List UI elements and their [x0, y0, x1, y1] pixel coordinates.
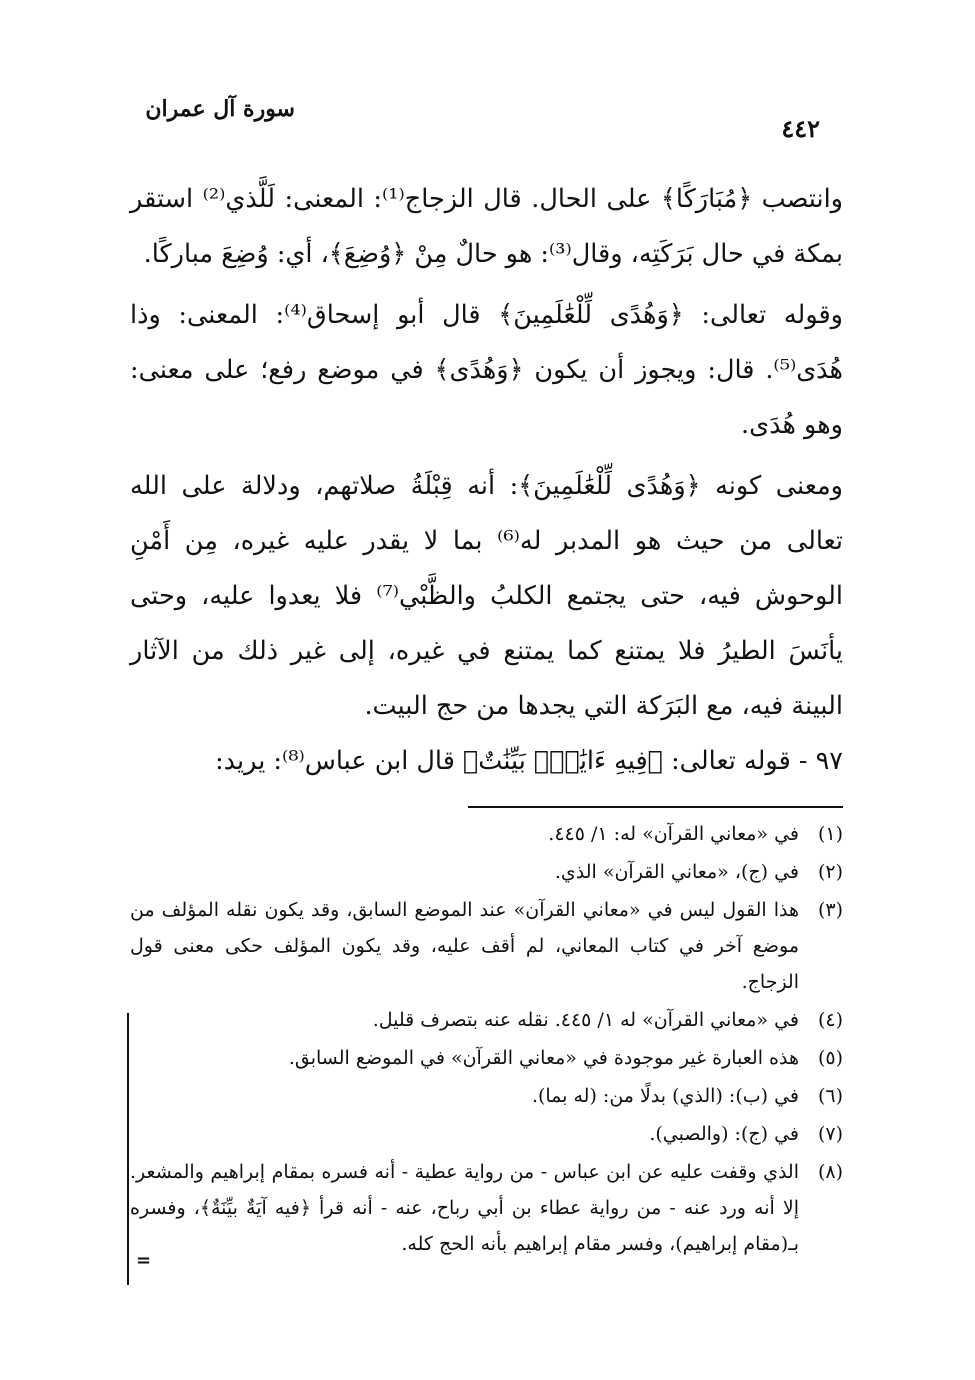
footnote-text: في «معاني القرآن» له: ١/ ٤٤٥.: [548, 823, 799, 845]
footnote-text: هذه العبارة غير موجودة في «معاني القرآن» في الموضع السابق.: [288, 1047, 799, 1069]
main-text: [130, 172, 843, 789]
footnote-number: (٣): [817, 899, 843, 921]
paragraph: وقوله تعالى: ﴿وَهُدًى لِّلْعَٰلَمِينَ﴾ قال أبو إسحاق⁽⁴⁾: المعنى: وذا هُدَى⁽⁵⁾. قال: ويجوز أن يكون ﴿وَهُدًى﴾ في موضع رفع؛ على معنى: وهو هُدَى.: [130, 300, 843, 440]
footnote-number: (٤): [817, 1009, 843, 1031]
paragraph: وانتصب ﴿مُبَارَكًا﴾ على الحال. قال الزجاج⁽¹⁾: المعنى: لَلَّذي⁽²⁾ استقر بمكة في حال بَرَكَتِه، وقال⁽³⁾: هو حالٌ مِنْ ﴿وُضِعَ﴾، أي: وُضِعَ مباركًا.: [130, 184, 843, 269]
footnote-text: الذي وقفت عليه عن ابن عباس - من رواية عطية - أنه فسره بمقام إبراهيم والمشعر. إلا أنه ورد عنه - من رواية عطاء بن أبي رباح، عنه - أنه قرأ ﴿فيه آيَةٌ بيِّنَةٌ﴾، وفسره بـ(مقام إبراهيم)، وفسر مقام إبراهيم بأنه الحج كله.: [130, 1161, 799, 1255]
footnote: [130, 1116, 843, 1152]
footnote-number: (٢): [817, 861, 843, 883]
footnotes: [130, 816, 843, 1264]
footnote: [130, 1154, 843, 1262]
continuation-mark: =: [136, 1250, 152, 1271]
footnote-text: في (ج)، «معاني القرآن» الذي.: [554, 861, 799, 883]
footnote-text: في (ج): (والصبي).: [649, 1123, 799, 1145]
footnote-number: (١): [817, 823, 843, 845]
surah-title: سورة آل عمران: [145, 96, 295, 122]
footnote-separator: [468, 806, 843, 808]
footnote-number: (٧): [817, 1123, 843, 1145]
footnote: [130, 816, 843, 852]
footnote-number: (٨): [817, 1161, 843, 1183]
footnote-text: في «معاني القرآن» له ١/ ٤٤٥. نقله عنه بتصرف قليل.: [372, 1009, 799, 1031]
footnote-number: (٦): [817, 1085, 843, 1107]
page-number: ٤٤٢: [781, 114, 820, 143]
margin-line: [127, 1013, 129, 1285]
footnote: [130, 1078, 843, 1114]
footnote-number: (٥): [817, 1047, 843, 1069]
footnote: [130, 1040, 843, 1076]
footnote-text: في (ب): (الذي) بدلًا من: (له بما).: [531, 1085, 799, 1107]
footnote: [130, 1002, 843, 1038]
paragraph: ومعنى كونه ﴿وَهُدًى لِّلْعَٰلَمِينَ﴾: أنه قِبْلَةُ صلاتهم، ودلالة على الله تعالى من حيث هو المدبر له⁽⁶⁾ بما لا يقدر عليه غيره، مِن أَمْنِ الوحوش فيه، حتى يجتمع الكلبُ والظَّبْي⁽⁷⁾ فلا يعدوا عليه، وحتى يأنَسَ الطيرُ فلا يمتنع كما يمتنع في غيره، إلى غير ذلك من الآثار البينة فيه، مع البَرَكة التي يجدها من حج البيت.: [130, 471, 844, 721]
footnote: [130, 854, 843, 890]
footnote: [130, 892, 843, 1000]
footnote-text: هذا القول ليس في «معاني القرآن» عند الموضع السابق، وقد يكون نقله المؤلف من موضع آخر في كتاب المعاني، لم أقف عليه، وقد يكون المؤلف حكى معنى قول الزجاج.: [130, 899, 799, 993]
paragraph: ٩٧ - قوله تعالى: ﴿فِيهِ ءَايَٰتٌۢ بَيِّنَٰتٌ﴾ قال ابن عباس⁽⁸⁾: يريد:: [215, 746, 843, 776]
